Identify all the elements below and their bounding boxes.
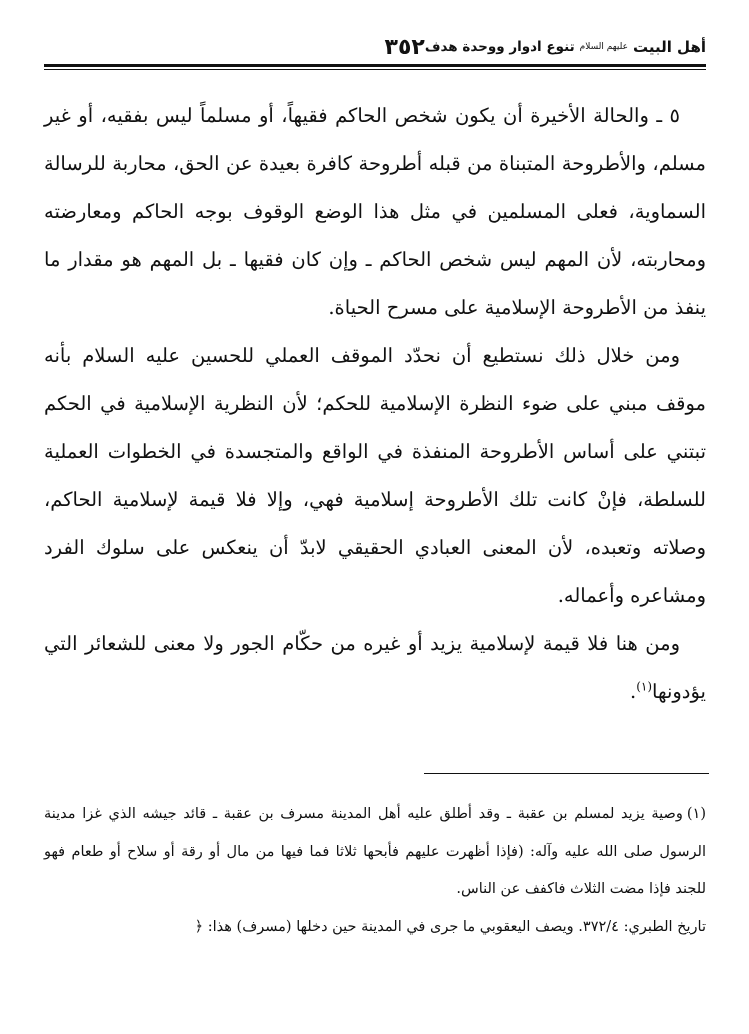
chapter-subtitle: تنوع ادوار ووحدة هدف — [424, 39, 575, 55]
footnote-separator — [424, 773, 709, 774]
paragraph: ومن خلال ذلك نستطيع أن نحدّد الموقف العملي للحسين عليه السلام بأنه موقف مبني على ضوء النظرة الإسلامية للحكم؛ لأن النظرية الإسلامية في الحكم تبتني على أساس الأطروحة المنفذة في الواقع والمتجسدة في الخطوات العملية للسلطة، فإنْ كانت تلك الأطروحة إسلامية فهي، وإلا فلا قيمة لإسلامية الحاكم، وصلاته وتعبده، لأن المعنى العبادي الحقيقي لابدّ أن ينعكس على سلوك الفرد ومشاعره وأعماله. — [44, 344, 706, 607]
footnotes — [44, 796, 706, 946]
paragraph-end: . — [630, 680, 637, 703]
page-number: ٣٥٢ — [384, 34, 425, 60]
main-text — [44, 92, 706, 716]
honorific-glyph: عليهم السلام — [579, 42, 628, 52]
book-title: أهل البيت — [632, 38, 706, 56]
footnote-number: (١) — [686, 806, 706, 822]
paragraph — [44, 620, 706, 716]
footnote-continuation — [44, 909, 706, 947]
header-rule — [44, 64, 706, 67]
paragraph-text: ومن هنا فلا قيمة لإسلامية يزيد أو غيره من حكّام الجور ولا معنى للشعائر التي يؤدونها — [44, 632, 706, 703]
running-header — [44, 32, 706, 62]
footnote-reference[interactable]: (١) — [636, 679, 653, 694]
running-title — [425, 38, 706, 56]
paragraph: ٥ ـ والحالة الأخيرة أن يكون شخص الحاكم فقيهاً، أو مسلماً ليس بفقيه، أو غير مسلم، والأطروحة المتبناة من قبله أطروحة كافرة بعيدة عن الحق، محاربة للرسالة السماوية، فعلى المسلمين في مثل هذا الوضع الوقوف بوجه الحاكم ومعارضته ومحاربته، لأن المهم ليس شخص الحاكم ـ وإن كان فقيها ـ بل المهم هو مقدار ما ينفذ من الأطروحة الإسلامية على مسرح الحياة. — [44, 104, 706, 319]
footnote — [44, 796, 706, 909]
footnote-text: تاريخ الطبري: ٣٧٢/٤. ويصف اليعقوبي ما جرى في المدينة حين دخلها (مسرف) هذا: ﴿ — [194, 918, 706, 935]
footnote-text: وصية يزيد لمسلم بن عقبة ـ وقد أطلق عليه أهل المدينة مسرف بن عقبة ـ قائد جيشه الذي غزا مدينة الرسول صلى الله عليه وآله: (فإذا أظهرت عليهم فأبحها ثلاثا فما فيها من مال أو رقة أو سلاح أو طعام فهو للجند فإذا مضت الثلاث فاكفف عن الناس. — [44, 806, 706, 897]
header-rule-thin — [44, 69, 706, 70]
